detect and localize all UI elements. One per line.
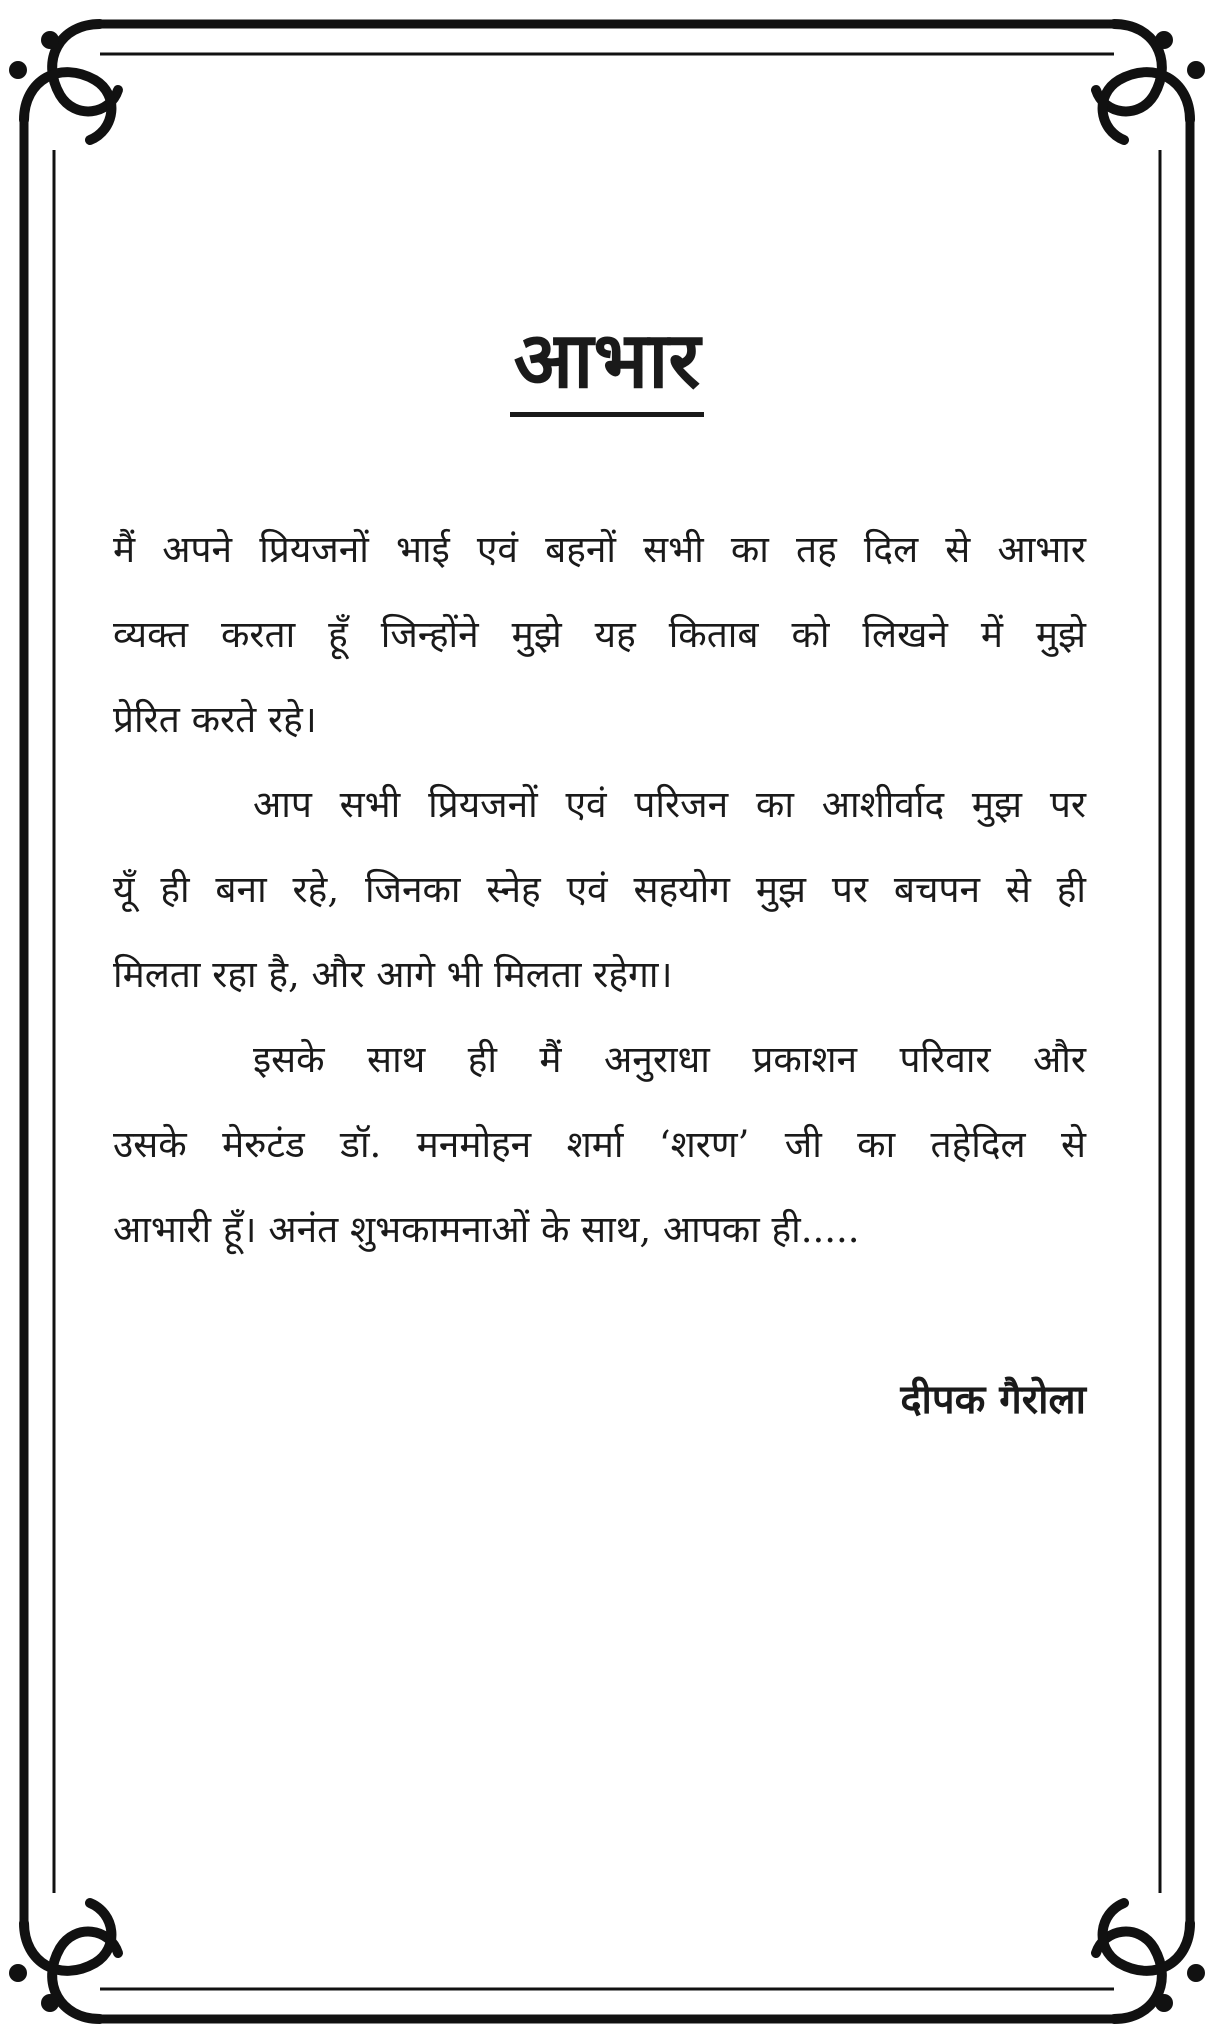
page-title <box>0 315 1214 406</box>
corner-scroll-top-left <box>9 24 118 140</box>
paragraph-3-line-3: आभारी हूँ। अनंत शुभकामनाओं के साथ, आपका ही..... <box>113 1208 860 1251</box>
paragraph-1-line-2: व्यक्त करता हूँ जिन्होंने मुझे यह किताब को लिखने में मुझे <box>113 613 1087 656</box>
corner-scroll-bottom-left <box>9 1903 118 2019</box>
paragraph-2-line-2: यूँ ही बना रहे, जिनका स्नेह एवं सहयोग मुझ पर बचपन से ही <box>113 868 1086 911</box>
acknowledgement-body <box>113 515 1086 1280</box>
author-signature: दीपक गैरोला <box>900 1376 1086 1423</box>
corner-scroll-bottom-right <box>1096 1903 1205 2019</box>
corner-scroll-top-right <box>1096 24 1205 140</box>
paragraph-3-line-2: उसके मेरुटंड डॉ. मनमोहन शर्मा ‘शरण’ जी का तहेदिल से <box>113 1123 1086 1166</box>
page-title-text: आभार <box>510 315 705 417</box>
paragraph-2-line-3: मिलता रहा है, और आगे भी मिलता रहेगा। <box>113 953 673 996</box>
paragraph-2-line-1: आप सभी प्रियजनों एवं परिजन का आशीर्वाद मुझ पर <box>253 783 1086 826</box>
paragraph-1-line-3: प्रेरित करते रहे। <box>113 698 317 741</box>
paragraph-1-line-1: मैं अपने प्रियजनों भाई एवं बहनों सभी का तह दिल से आभार <box>113 528 1086 571</box>
paragraph-3-line-1: इसके साथ ही मैं अनुराधा प्रकाशन परिवार और <box>253 1038 1086 1081</box>
